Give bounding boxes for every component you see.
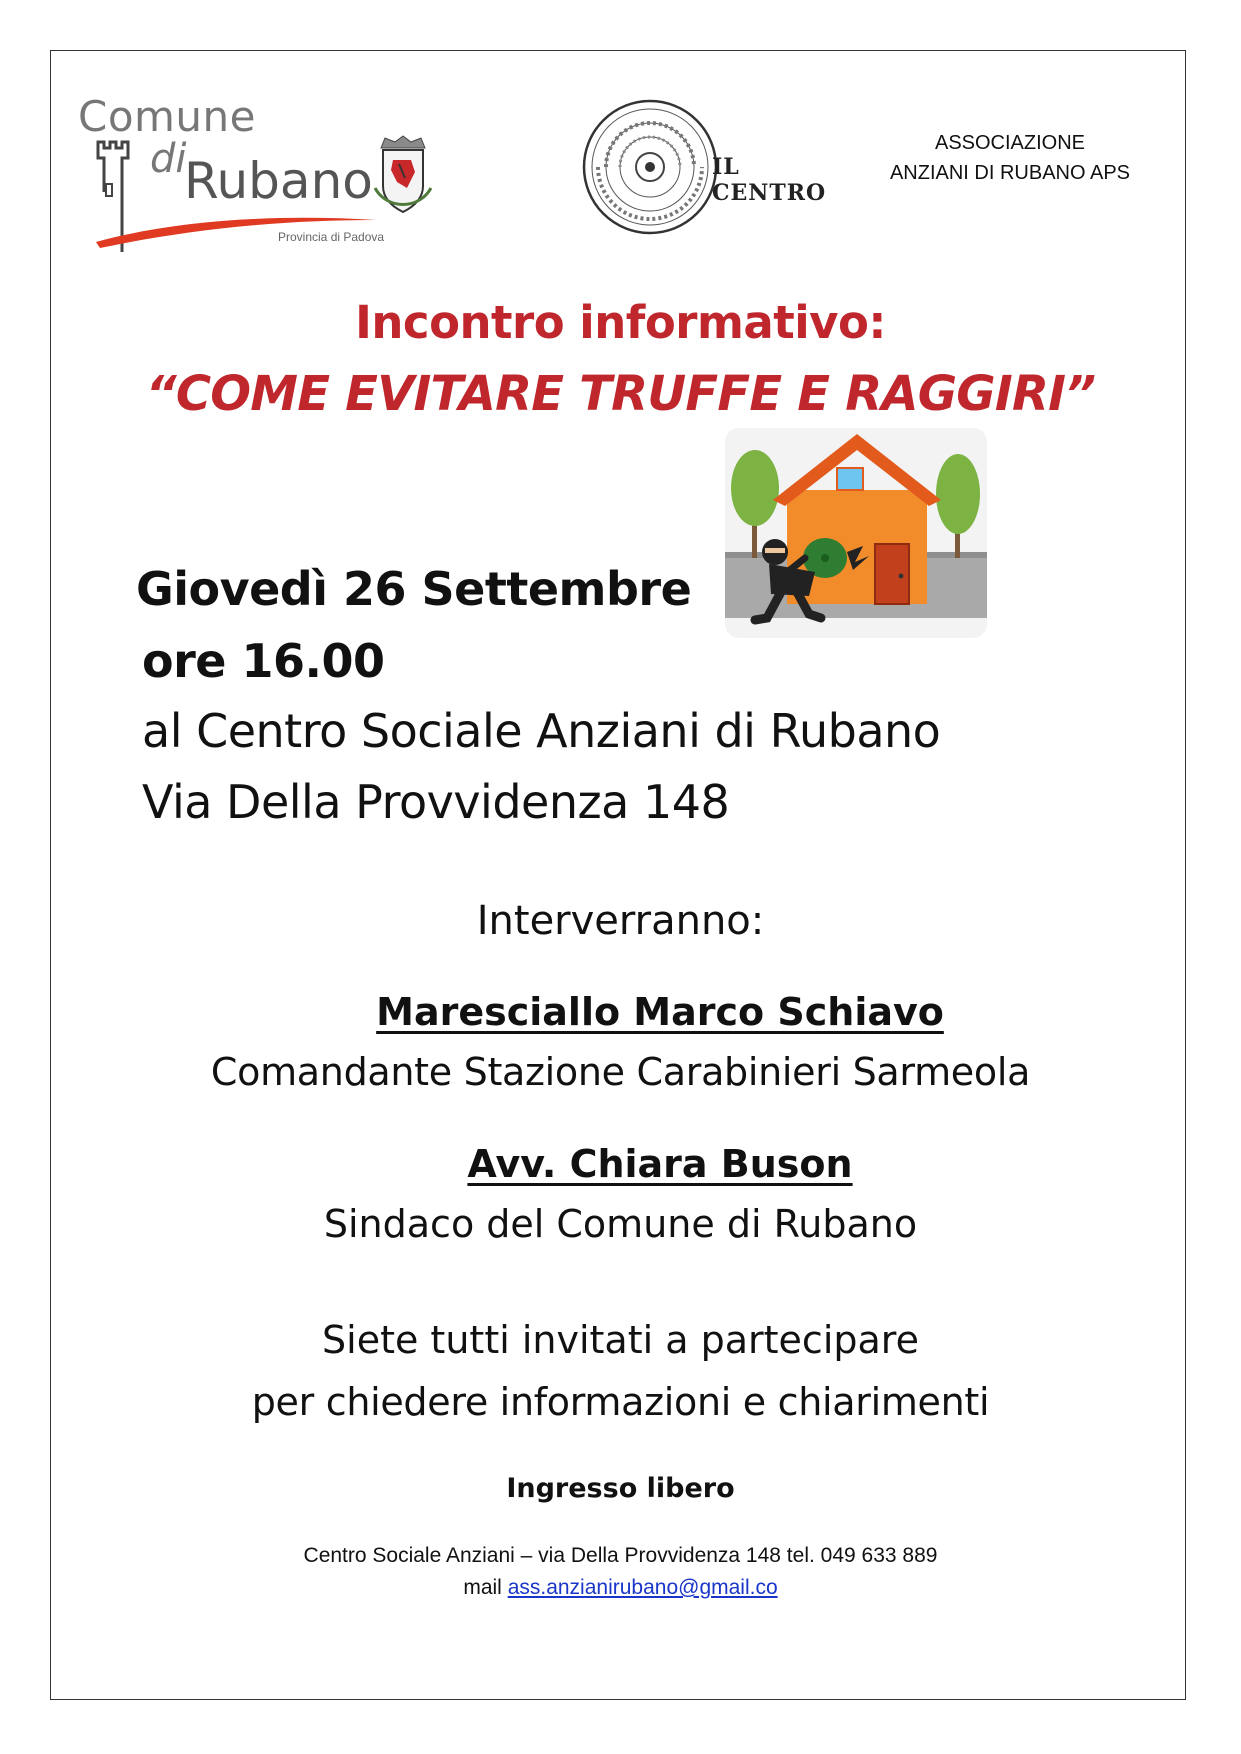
- speaker-1-name: Maresciallo Marco Schiavo: [376, 990, 944, 1034]
- invitation-line-1: Siete tutti invitati a partecipare: [322, 1318, 919, 1362]
- il-centro-stamp-logo: [580, 92, 860, 242]
- house-thief-icon: [725, 428, 987, 638]
- title-line-1: Incontro informativo:: [355, 296, 886, 349]
- title-line-2: “COME EVITARE TRUFFE E RAGGIRI”: [145, 366, 1096, 422]
- stamp-text: IL CENTRO: [712, 154, 827, 206]
- comune-di-rubano-logo: [76, 92, 446, 262]
- footer-mail-label: mail: [463, 1576, 502, 1599]
- email-link[interactable]: ass.anzianirubano@gmail.co: [507, 1576, 778, 1599]
- event-venue: al Centro Sociale Anziani di Rubano: [142, 704, 941, 758]
- speaker-1-role: Comandante Stazione Carabinieri Sarmeola: [210, 1050, 1031, 1094]
- footer-contact: Centro Sociale Anziani – via Della Provvidenza 148 tel. 049 633 889: [303, 1544, 938, 1567]
- entry-note: Ingresso libero: [506, 1473, 735, 1504]
- logo-province-text: Provincia di Padova: [278, 230, 385, 244]
- association-name: [880, 128, 1140, 188]
- speakers-heading: Interverranno:: [476, 898, 765, 944]
- logo-word-comune: Comune: [78, 92, 257, 141]
- invitation-line-2: per chiedere informazioni e chiarimenti: [251, 1380, 990, 1424]
- house-thief-illustration: [725, 428, 987, 638]
- association-line-1: ASSOCIAZIONE: [934, 132, 1086, 154]
- event-address: Via Della Provvidenza 148: [142, 775, 730, 829]
- association-line-2: ANZIANI DI RUBANO APS: [889, 162, 1131, 184]
- event-date: Giovedì 26 Settembre: [136, 562, 692, 616]
- speaker-2-role: Sindaco del Comune di Rubano: [323, 1202, 918, 1246]
- logo-word-di: di: [150, 136, 187, 182]
- footer-mail: [0, 1576, 1241, 1600]
- logo-word-rubano: Rubano: [184, 152, 373, 210]
- speaker-2-name: Avv. Chiara Buson: [467, 1142, 853, 1186]
- event-time: ore 16.00: [142, 634, 385, 688]
